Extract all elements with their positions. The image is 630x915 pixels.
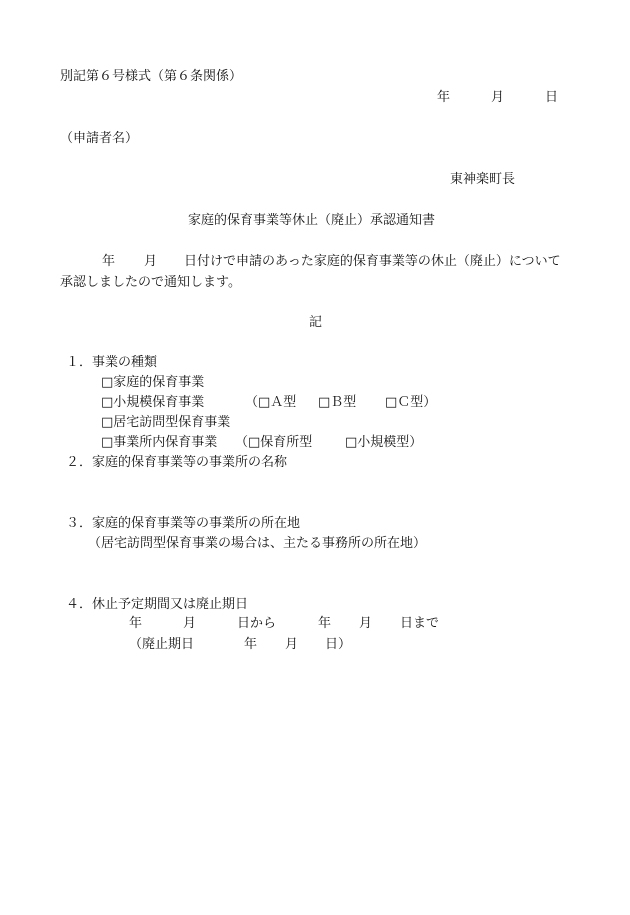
option-workplace-row (0, 436, 630, 450)
abolish-label: （廃止期日 (129, 637, 195, 652)
body-text-1: 日付けで申請のあった家庭的保育事業等の休止（廃止）について (184, 254, 561, 269)
section3-heading: ３．家庭的保育事業等の事業所の所在地 (66, 516, 301, 531)
abolish-month: 月 (285, 637, 299, 652)
form-label: 別記第６号様式（第６条関係） (60, 69, 243, 84)
section3-note: （居宅訪問型保育事業の場合は、主たる事務所の所在地） (88, 536, 427, 551)
period-to-day: 日まで (400, 616, 440, 631)
period-from-year: 年 (129, 616, 143, 631)
ki-mark: 記 (309, 315, 323, 330)
abolish-row (0, 638, 630, 652)
option-small-row (0, 396, 630, 410)
period-to-month: 月 (359, 616, 373, 631)
abolish-day: 日） (325, 637, 352, 652)
period-from-day: 日から (237, 616, 277, 631)
abolish-year: 年 (244, 637, 258, 652)
small-type-b: □Ｂ型 (318, 395, 357, 410)
issue-date-day: 日 (545, 90, 559, 105)
issue-date-month: 月 (491, 90, 505, 105)
section4-heading: ４．休止予定期間又は廃止期日 (66, 597, 249, 612)
option-home-based: □家庭的保育事業 (101, 375, 205, 390)
section2-heading: ２．家庭的保育事業等の事業所の名称 (66, 455, 288, 470)
body-line-1 (0, 255, 630, 269)
small-type-c: □Ｃ型） (385, 395, 437, 410)
period-to-year: 年 (318, 616, 332, 631)
document-title: 家庭的保育事業等休止（廃止）承認通知書 (188, 213, 436, 228)
small-type-a: （□Ａ型 (245, 395, 297, 410)
body-year: 年 (102, 254, 116, 269)
option-workplace: □事業所内保育事業 (101, 435, 218, 450)
issue-date (0, 91, 630, 105)
period-from-month: 月 (183, 616, 197, 631)
body-month: 月 (144, 254, 158, 269)
applicant-label: （申請者名） (60, 131, 139, 146)
section1-heading: １．事業の種類 (66, 355, 158, 370)
issuer-name: 東神楽町長 (450, 172, 516, 187)
issue-date-year: 年 (437, 90, 451, 105)
body-line-2: 承認しましたので通知します。 (60, 275, 241, 290)
option-home-visit: □居宅訪問型保育事業 (101, 415, 231, 430)
period-row (0, 617, 630, 631)
workplace-nursery-type: （□保育所型 (235, 435, 313, 450)
workplace-small-type: □小規模型） (345, 435, 423, 450)
option-small-scale: □小規模保育事業 (101, 395, 205, 410)
